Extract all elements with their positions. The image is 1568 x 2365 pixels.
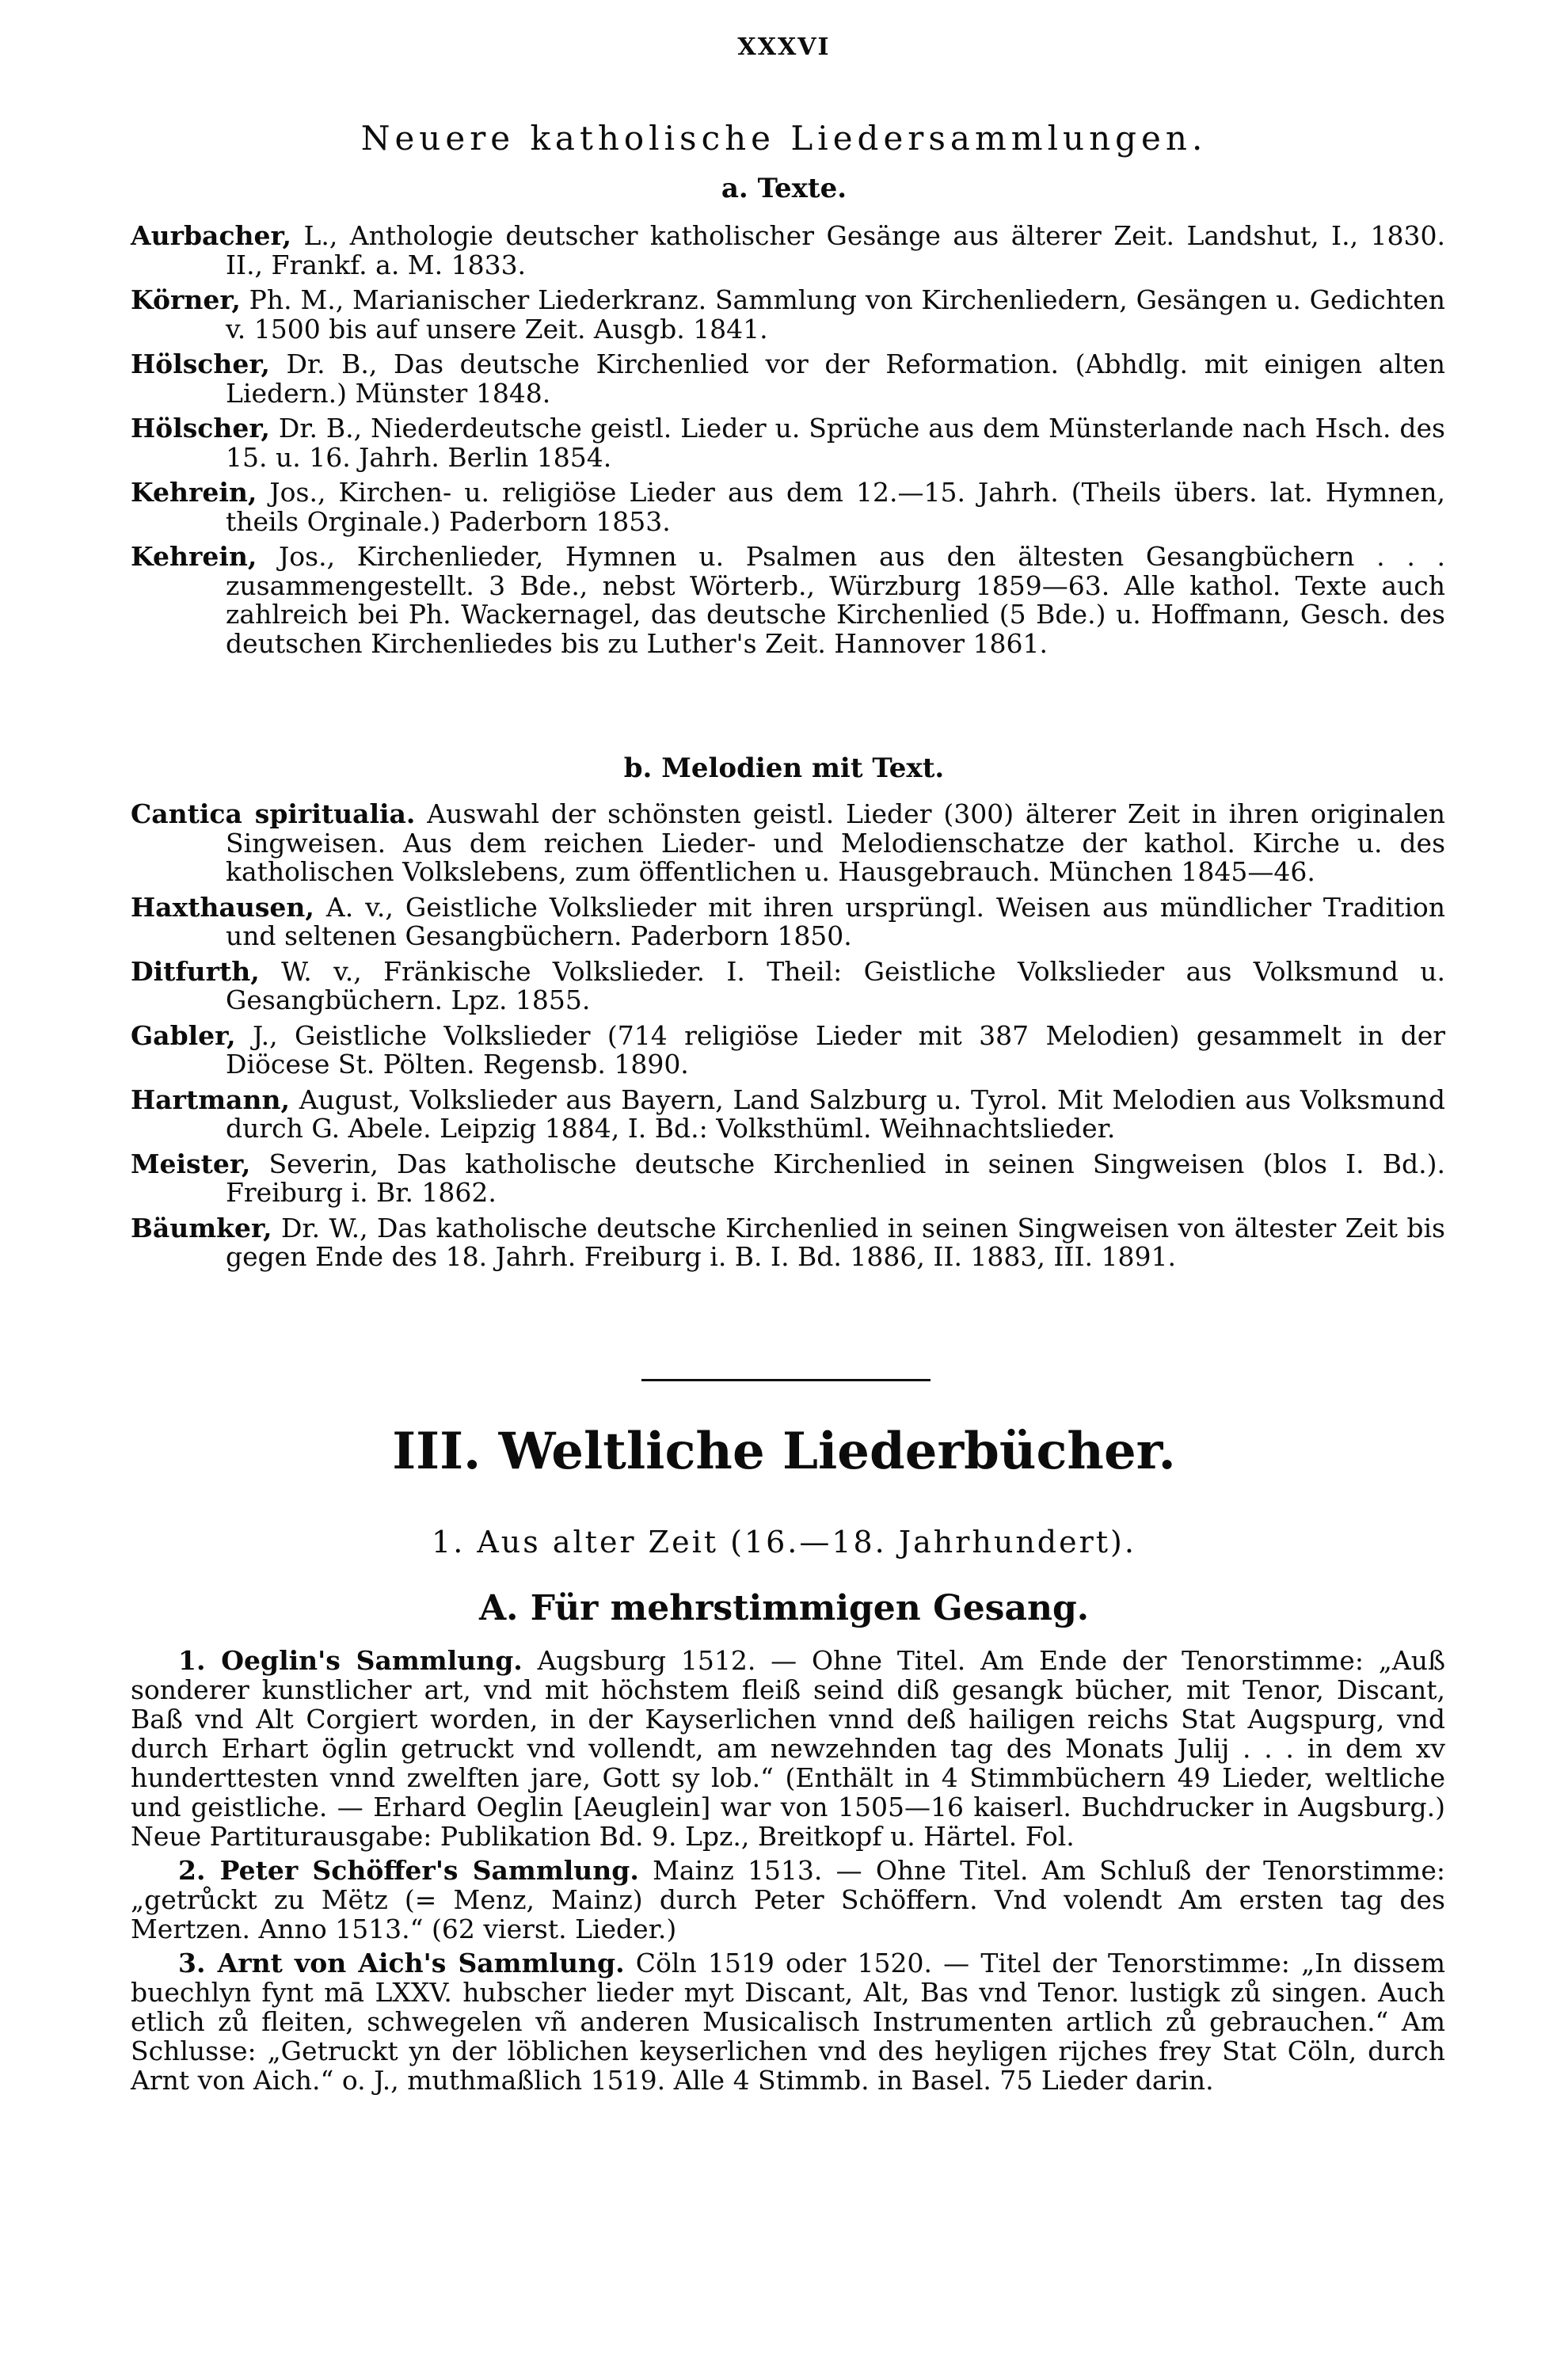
subsection-heading-polyphonic: A. Für mehrstimmigen Gesang. <box>478 1588 1090 1628</box>
entry-author: Hölscher, <box>131 413 270 444</box>
entry-text: Jos., Kirchenlieder, Hymnen u. Psalmen aus den ältesten Gesangbüchern . . . zusammengestellt. 3 Bde., nebst Wörterb., Würzburg 1859—63. Alle kathol. Texte auch zahlreich bei Ph. Wackernagel, das deutsche Kirchenlied (5 Bde.) u. Hoffmann, Gesch. des deutschen Kirchenliedes bis zu Luther's Zeit. Hannover 1861. <box>226 541 1445 659</box>
collection-title: 2. Peter Schöffer's Sammlung. <box>178 1855 639 1886</box>
collection-text: Augsburg 1512. — Ohne Titel. Am Ende der Tenorstimme: „Auß sonderer kunstlicher art, vnd mit höchstem fleiß seind diß gesangk bücher, mit Tenor, Discant, Baß vnd Alt Corgiert worden, in der Kayserlichen vnnd deß hailigen reichs Stat Augspurg, vnd durch Erhart öglin getruckt vnd vollendt, am newzehnden tag des Monats Julij . . . in dem xv hunderttesten vnnd zwelften jare, Gott sy lob.“ (Enthält in 4 Stimmbüchern 49 Lieder, weltliche und geistliche. — Erhard Oeglin [Aeuglein] war von 1505—16 kaiserl. Buchdrucker in Augsburg.) Neue Partiturausgabe: Publikation Bd. 9. Lpz., Breitkopf u. Härtel. Fol. <box>131 1645 1446 1852</box>
collection-entry <box>131 1948 1445 2095</box>
entry-author: Hartmann, <box>131 1083 290 1115</box>
bib-entry <box>131 350 1445 408</box>
bib-entry <box>131 1019 1445 1080</box>
entry-author: Gabler, <box>131 1019 236 1051</box>
entry-text: Dr. B., Niederdeutsche geistl. Lieder u. Sprüche aus dem Münsterlande nach Hsch. des 15. u. 16. Jahrh. Berlin 1854. <box>226 413 1445 473</box>
entry-author: Ditfurth, <box>131 955 260 987</box>
entry-text: Ph. M., Marianischer Liederkranz. Sammlung von Kirchenliedern, Gesängen u. Gedichten v. 1500 bis auf unsere Zeit. Ausgb. 1841. <box>226 284 1445 345</box>
entry-text: J., Geistliche Volkslieder (714 religiöse Lieder mit 387 Melodien) gesammelt in der Diöcese St. Pölten. Regensb. 1890. <box>226 1019 1445 1080</box>
entry-author: Kehrein, <box>131 541 257 572</box>
entry-author: Meister, <box>131 1148 251 1179</box>
entry-text: W. v., Fränkische Volkslieder. I. Theil: Geistliche Volkslieder aus Volksmund u. Gesangbüchern. Lpz. 1855. <box>226 955 1445 1015</box>
section-title: Neuere katholische Liedersammlungen. <box>360 119 1208 158</box>
entry-author: Kehrein, <box>131 477 257 508</box>
bib-entry <box>131 286 1445 344</box>
page-number: XXXVI <box>737 33 831 61</box>
subsection-heading-melodies: b. Melodien mit Text. <box>623 752 945 784</box>
collection-entry <box>131 1646 1445 1851</box>
entry-text: Dr. W., Das katholische deutsche Kirchenlied in seinen Singweisen von ältester Zeit bis gegen Ende des 18. Jahrh. Freiburg i. B. I. Bd. 1886, II. 1883, III. 1891. <box>226 1212 1445 1272</box>
collection-title: 3. Arnt von Aich's Sammlung. <box>178 1948 625 1978</box>
collection-title: 1. Oeglin's Sammlung. <box>178 1645 523 1676</box>
collections-list <box>131 1646 1445 2100</box>
entry-text: A. v., Geistliche Volkslieder mit ihren ursprüngl. Weisen aus mündlicher Tradition und seltenen Gesangbüchern. Paderborn 1850. <box>226 891 1445 951</box>
bib-entry <box>131 222 1445 280</box>
section-divider <box>641 1379 931 1381</box>
entry-author: Haxthausen, <box>131 891 314 923</box>
bib-entry <box>131 478 1445 536</box>
era-heading: 1. Aus alter Zeit (16.—18. Jahrhundert). <box>432 1525 1136 1560</box>
entry-author: Hölscher, <box>131 348 270 379</box>
bib-entry <box>131 543 1445 658</box>
entry-text: L., Anthologie deutscher katholischer Gesänge aus älterer Zeit. Landshut, I., 1830. II., Frankf. a. M. 1833. <box>226 220 1445 280</box>
collection-text: Cöln 1519 oder 1520. — Titel der Tenorstimme: „In dissem buechlyn fynt mā LXXV. hubscher lieder myt Discant, Alt, Bas vnd Tenor. lustigk zů singen. Auch etlich zů fleiten, schwegelen vñ anderen Musicalisch Instrumenten artlich zů gebrauchen.“ Am Schlusse: „Getruckt yn der löblichen keyserlichen vnd des heyligen rijches frey Stat Cöln, durch Arnt von Aich.“ o. J., muthmaßlich 1519. Alle 4 Stimmb. in Basel. 75 Lieder darin. <box>131 1948 1445 2096</box>
subsection-heading-texts: a. Texte. <box>721 173 847 204</box>
collection-text: Mainz 1513. — Ohne Titel. Am Schluß der Tenorstimme: „getrůckt zu Mëtz (= Menz, Mainz) durch Peter Schöffern. Vnd volendt Am ersten tag des Mertzen. Anno 1513.“ (62 vierst. Lieder.) <box>131 1855 1445 1944</box>
bib-entry <box>131 414 1445 472</box>
collection-entry <box>131 1856 1445 1944</box>
bib-entry <box>131 1083 1445 1144</box>
entry-author: Körner, <box>131 284 241 315</box>
bib-entry <box>131 893 1445 951</box>
bib-entry <box>131 955 1445 1015</box>
chapter-heading: III. Weltliche Liederbücher. <box>392 1422 1176 1481</box>
entry-author: Aurbacher, <box>131 220 291 251</box>
entry-text: Auswahl der schönsten geistl. Lieder (300) älterer Zeit in ihren originalen Singweisen. Aus dem reichen Lieder- und Melodienschatze der kathol. Kirche u. des katholischen Volkslebens, zum öffentlichen u. Hausgebrauch. München 1845—46. <box>226 798 1445 887</box>
bib-entry <box>131 800 1445 887</box>
entry-author: Bäumker, <box>131 1212 272 1243</box>
entry-author: Cantica spiritualia. <box>131 798 416 829</box>
entry-text: Jos., Kirchen- u. religiöse Lieder aus dem 12.—15. Jahrh. (Theils übers. lat. Hymnen, theils Orginale.) Paderborn 1853. <box>226 477 1445 537</box>
entries-texts <box>131 222 1445 665</box>
bib-entry <box>131 1214 1445 1272</box>
bib-entry <box>131 1150 1445 1208</box>
entry-text: August, Volkslieder aus Bayern, Land Salzburg u. Tyrol. Mit Melodien aus Volksmund durch G. Abele. Leipzig 1884, I. Bd.: Volksthüml. Weihnachtslieder. <box>226 1083 1445 1144</box>
entries-melodies <box>131 800 1445 1278</box>
entry-text: Severin, Das katholische deutsche Kirchenlied in seinen Singweisen (blos I. Bd.). Freiburg i. Br. 1862. <box>226 1148 1445 1208</box>
entry-text: Dr. B., Das deutsche Kirchenlied vor der Reformation. (Abhdlg. mit einigen alten Liedern.) Münster 1848. <box>226 348 1445 409</box>
